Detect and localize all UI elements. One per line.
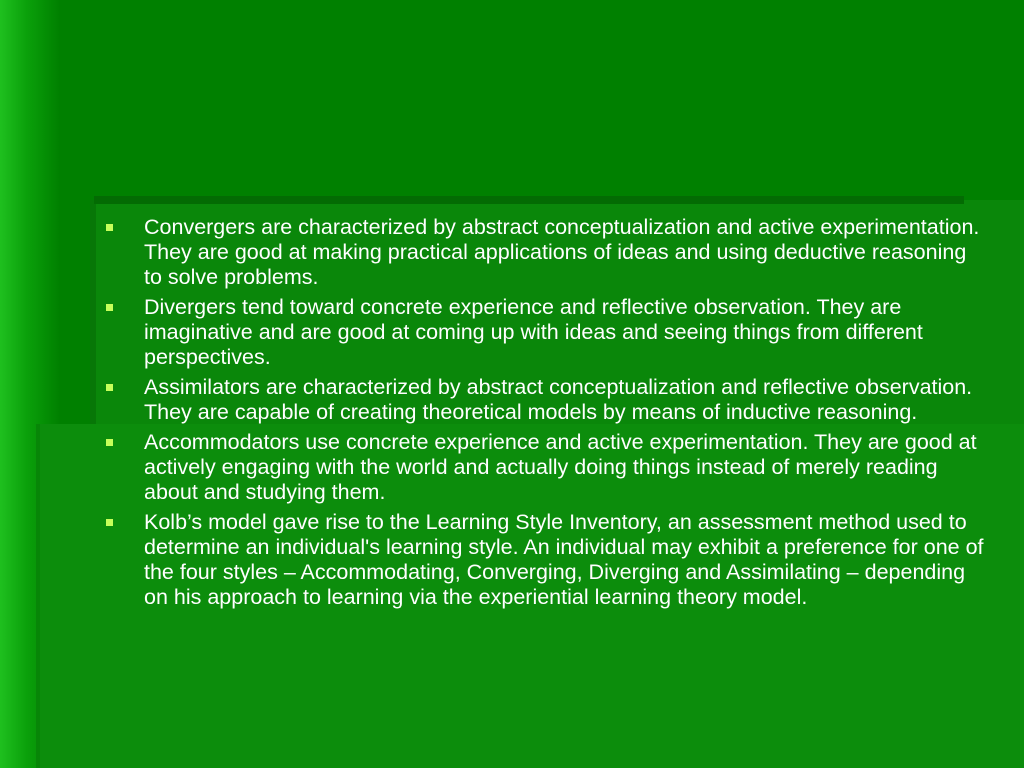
- bullet-text: Assimilators are characterized by abstract conceptualization and reflective observation. They are capable of creating theoretical models by means of inductive reasoning.: [144, 375, 973, 424]
- background-panel-top-line: [94, 196, 964, 204]
- bullet-text: Divergers tend toward concrete experience and reflective observation. They are imaginative and are good at coming up with ideas and seeing things from different perspectives.: [144, 295, 923, 369]
- square-bullet-icon: [106, 384, 113, 391]
- bullet-item-assimilators: [100, 375, 990, 425]
- square-bullet-icon: [106, 439, 113, 446]
- bullet-text: Accommodators use concrete experience and active experimentation. They are good at actively engaging with the world and actually doing things instead of merely reading about and studying them.: [144, 430, 977, 504]
- bullet-text: Convergers are characterized by abstract conceptualization and active experimentation. They are good at making practical applications of ideas and using deductive reasoning to solve problems.: [144, 215, 980, 289]
- bullet-text: Kolb’s model gave rise to the Learning Style Inventory, an assessment method used to determine an individual's learning style. An individual may exhibit a preference for one of the four styles – Accommodating, Converging, Diverging and Assimilating – depending on his approach to learning via the experiential learning theory model.: [144, 510, 984, 609]
- background-lower-band-edge: [36, 424, 40, 768]
- square-bullet-icon: [106, 224, 113, 231]
- square-bullet-icon: [106, 304, 113, 311]
- slide-bullet-list: [100, 215, 990, 615]
- square-bullet-icon: [106, 519, 113, 526]
- bullet-item-convergers: [100, 215, 990, 290]
- bullet-item-accommodators: [100, 430, 990, 505]
- bullet-item-divergers: [100, 295, 990, 370]
- bullet-item-kolb-model: [100, 510, 990, 610]
